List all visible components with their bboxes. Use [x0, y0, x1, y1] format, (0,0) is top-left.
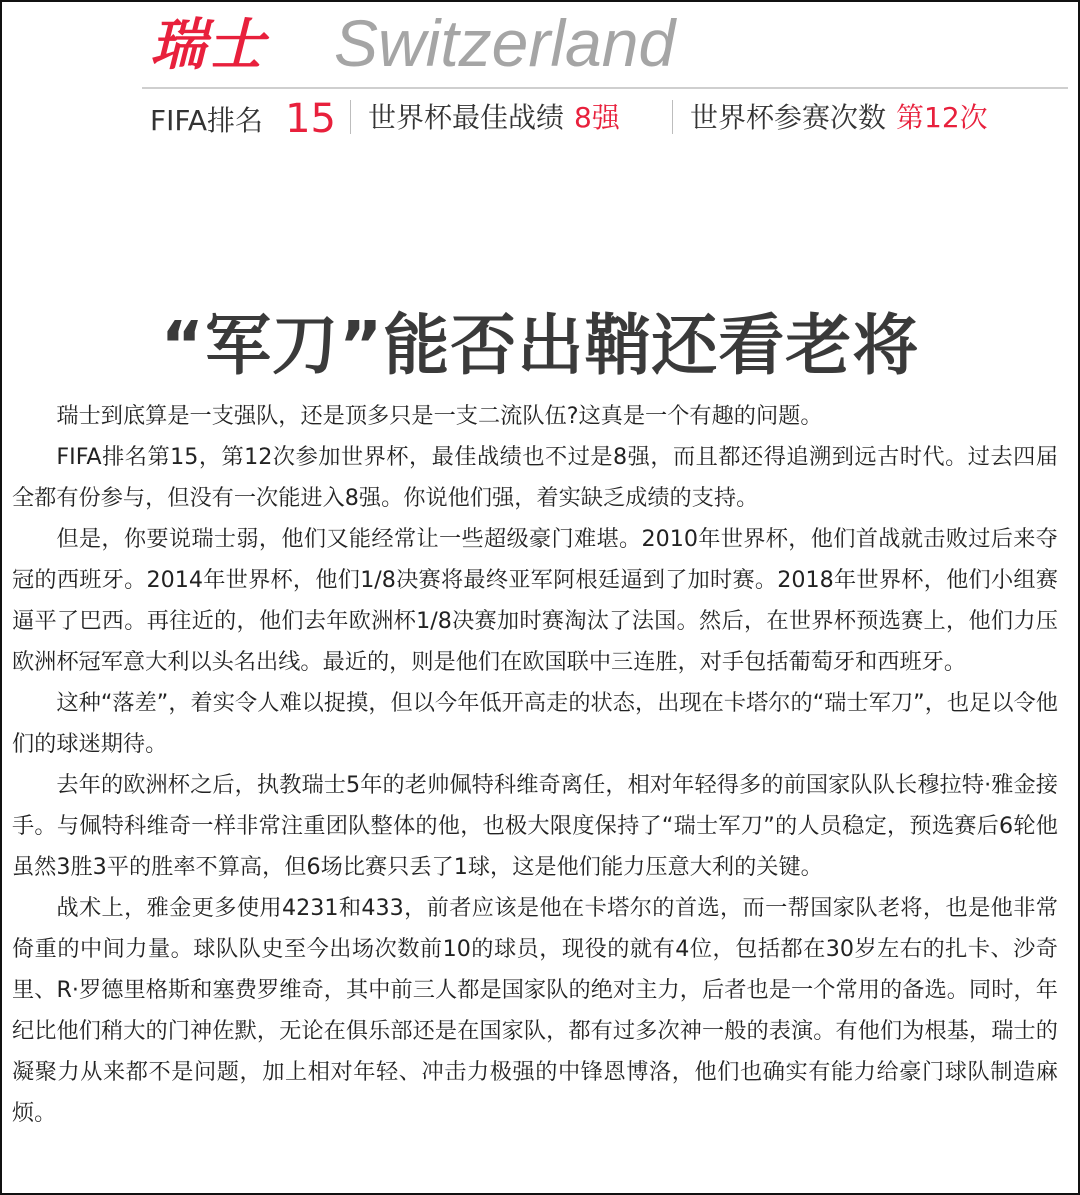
- stat-value: 8强: [574, 101, 620, 134]
- article-body: [12, 396, 1058, 1134]
- stat-label: 世界杯参赛次数: [690, 101, 887, 134]
- stat-divider: [350, 100, 351, 134]
- article-paragraph: 去年的欧洲杯之后，执教瑞士5年的老帅佩特科维奇离任，相对年轻得多的前国家队队长穆拉特·雅金接手。与佩特科维奇一样非常注重团队整体的他，也极大限度保持了“瑞士军刀”的人员稳定，预选赛后6轮他虽然3胜3平的胜率不算高，但6场比赛只丢了1球，这是他们能力压意大利的关键。: [12, 772, 1058, 880]
- stat-best-result: [368, 96, 620, 142]
- article-paragraph: 瑞士到底算是一支强队，还是顶多只是一支二流队伍?这真是一个有趣的问题。: [56, 403, 823, 429]
- article-headline: “军刀”能否出鞘还看老将: [160, 307, 920, 385]
- article-paragraph: 这种“落差”，着实令人难以捉摸，但以今年低开高走的状态，出现在卡塔尔的“瑞士军刀”，也足以令他们的球迷期待。: [12, 690, 1058, 757]
- stat-value: 15: [285, 96, 336, 142]
- stat-value: 第12次: [896, 101, 988, 134]
- article-paragraph: 但是，你要说瑞士弱，他们又能经常让一些超级豪门难堪。2010年世界杯，他们首战就击败过后来夺冠的西班牙。2014年世界杯，他们1/8决赛将最终亚军阿根廷逼到了加时赛。2018年世界杯，他们小组赛逼平了巴西。再往近的，他们去年欧洲杯1/8决赛加时赛淘汰了法国。然后，在世界杯预选赛上，他们力压欧洲杯冠军意大利以头名出线。最近的，则是他们在欧国联中三连胜，对手包括葡萄牙和西班牙。: [12, 526, 1058, 675]
- team-stats-bar: [150, 96, 1050, 142]
- stat-appearances: [690, 96, 988, 142]
- stat-fifa-ranking: [150, 96, 336, 142]
- country-name-chinese: 瑞士: [150, 13, 266, 78]
- article-paragraph: 战术上，雅金更多使用4231和433，前者应该是他在卡塔尔的首选，而一帮国家队老将，也是他非常倚重的中间力量。球队队史至今出场次数前10的球员，现役的就有4位，包括都在30岁左右的扎卡、沙奇里、R·罗德里格斯和塞费罗维奇，其中前三人都是国家队的绝对主力，后者也是一个常用的备选。同时，年纪比他们稍大的门神佐默，无论在俱乐部还是在国家队，都有过多次神一般的表演。有他们为根基，瑞士的凝聚力从来都不是问题，加上相对年轻、冲击力极强的中锋恩博洛，他们也确实有能力给豪门球队制造麻烦。: [12, 895, 1058, 1126]
- header-divider: [142, 87, 1068, 89]
- stat-label: 世界杯最佳战绩: [368, 101, 565, 134]
- country-name-english: Switzerland: [334, 6, 676, 80]
- team-header: [150, 8, 1070, 88]
- stat-label: FIFA排名: [150, 104, 264, 137]
- stat-divider: [672, 100, 673, 134]
- article-paragraph: FIFA排名第15，第12次参加世界杯，最佳战绩也不过是8强，而且都还得追溯到远古时代。过去四届全都有份参与，但没有一次能进入8强。你说他们强，着实缺乏成绩的支持。: [12, 444, 1058, 511]
